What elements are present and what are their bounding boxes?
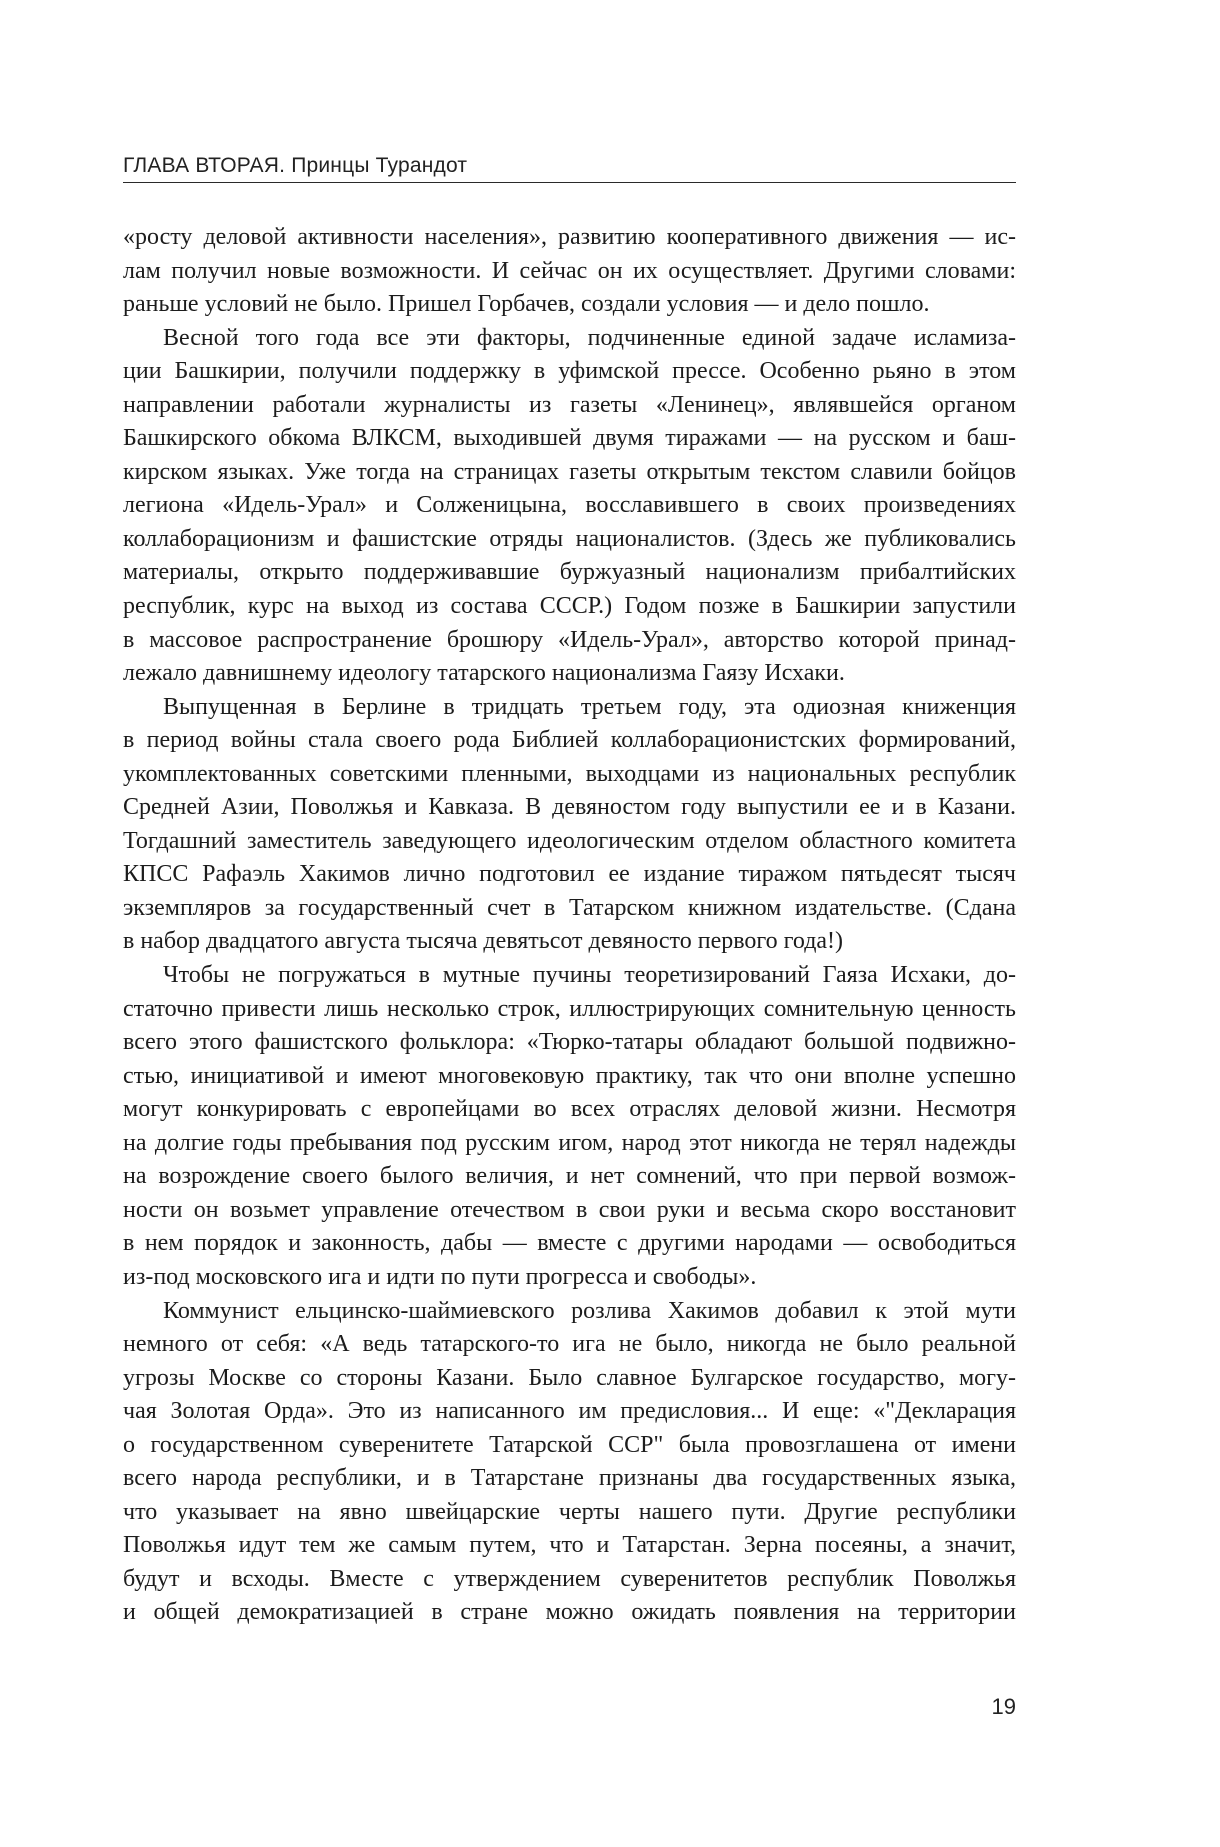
text-line: Поволжья идут тем же самым путем, что и Татарстан. Зерна посеяны, а значит, (123, 1532, 1016, 1559)
body-text (123, 221, 1016, 1630)
text-line: статочно привести лишь несколько строк, иллюстрирующих сомнительную ценность (123, 995, 1016, 1022)
text-line: ции Башкирии, получили поддержку в уфимской прессе. Особенно рьяно в этом (123, 358, 1016, 385)
text-line: о государственном суверенитете Татарской ССР" была провозглашена от имени (123, 1431, 1016, 1458)
text-line: ности он возьмет управление отечеством в свои руки и весьма скоро восстановит (123, 1196, 1016, 1223)
text-line: Выпущенная в Берлине в тридцать третьем году, эта одиозная книженция (163, 693, 1016, 720)
text-line: направлении работали журналисты из газеты «Ленинец», являвшейся органом (123, 391, 1016, 418)
text-line: могут конкурировать с европейцами во всех отраслях деловой жизни. Несмотря (123, 1096, 1016, 1123)
text-line: будут и всходы. Вместе с утверждением суверенитетов республик Поволжья (123, 1565, 1016, 1592)
text-line: кирском языках. Уже тогда на страницах газеты открытым текстом славили бойцов (123, 458, 1016, 485)
text-line: угрозы Москве со стороны Казани. Было славное Булгарское государство, могу- (123, 1364, 1016, 1391)
text-line: немного от себя: «А ведь татарского-то ига не было, никогда не было реальной (123, 1331, 1016, 1358)
text-line: Чтобы не погружаться в мутные пучины теоретизирований Гаяза Исхаки, до- (163, 962, 1016, 989)
text-line: чая Золотая Орда». Это из написанного им предисловия... И еще: «"Декларация (123, 1398, 1016, 1425)
text-line: легиона «Идель-Урал» и Солженицына, восславившего в своих произведениях (123, 492, 1016, 519)
text-line: в период войны стала своего рода Библией коллаборационистских формирований, (123, 727, 1016, 754)
text-line: республик, курс на выход из состава СССР.) Годом позже в Башкирии запустили (123, 593, 1016, 620)
text-line: в нем порядок и законность, дабы — вместе с другими народами — освободиться (123, 1230, 1016, 1257)
text-line: коллаборационизм и фашистские отряды националистов. (Здесь же публиковались (123, 525, 1016, 552)
text-line: «росту деловой активности населения», развитию кооперативного движения — ис- (123, 224, 1016, 250)
text-line: лам получил новые возможности. И сейчас он их осуществляет. Другими словами: (123, 257, 1016, 284)
text-line: укомплектованных советскими пленными, выходцами из национальных республик (123, 760, 1016, 787)
text-line: экземпляров за государственный счет в Татарском книжном издательстве. (Сдана (123, 894, 1016, 921)
text-line: что указывает на явно швейцарские черты нашего пути. Другие республики (123, 1498, 1016, 1525)
running-title: ГЛАВА ВТОРАЯ. Принцы Турандот (123, 154, 468, 177)
text-line: на возрождение своего былого величия, и нет сомнений, что при первой возмож- (123, 1163, 1016, 1190)
running-head (123, 146, 1016, 183)
text-line: на долгие годы пребывания под русским игом, народ этот никогда не терял надежды (123, 1129, 1016, 1156)
page-number: 19 (991, 1694, 1016, 1719)
text-line: в массовое распространение брошюру «Идель-Урал», авторство которой принад- (123, 626, 1016, 653)
text-line: всего народа республики, и в Татарстане признаны два государственных языка, (123, 1465, 1016, 1492)
text-line: в набор двадцатого августа тысяча девятьсот девяносто первого года!) (123, 928, 844, 955)
text-line: Средней Азии, Поволжья и Кавказа. В девяностом году выпустили ее и в Казани. (123, 794, 1016, 821)
text-line: Тогдашний заместитель заведующего идеологическим отделом областного комитета (123, 827, 1016, 854)
text-line: из-под московского ига и идти по пути прогресса и свободы». (123, 1263, 757, 1290)
text-line: лежало давнишнему идеологу татарского национализма Гаязу Исхаки. (123, 660, 845, 687)
text-line: Коммунист ельцинско-шаймиевского розлива Хакимов добавил к этой мути (163, 1297, 1016, 1324)
text-line: стью, инициативой и имеют многовековую практику, так что они вполне успешно (123, 1062, 1016, 1089)
text-line: раньше условий не было. Пришел Горбачев, создали условия — и дело пошло. (123, 291, 930, 318)
text-line: КПСС Рафаэль Хакимов лично подготовил ее издание тиражом пятьдесят тысяч (123, 861, 1016, 888)
text-line: материалы, открыто поддерживавшие буржуазный национализм прибалтийских (123, 559, 1016, 586)
text-line: и общей демократизацией в стране можно ожидать появления на территории (123, 1599, 1016, 1626)
text-line: Башкирского обкома ВЛКСМ, выходившей двумя тиражами — на русском и баш- (123, 425, 1016, 452)
text-line: всего этого фашистского фольклора: «Тюрко-татары обладают большой подвижно- (123, 1029, 1016, 1056)
text-line: Весной того года все эти факторы, подчиненные единой задаче исламиза- (163, 324, 1016, 351)
